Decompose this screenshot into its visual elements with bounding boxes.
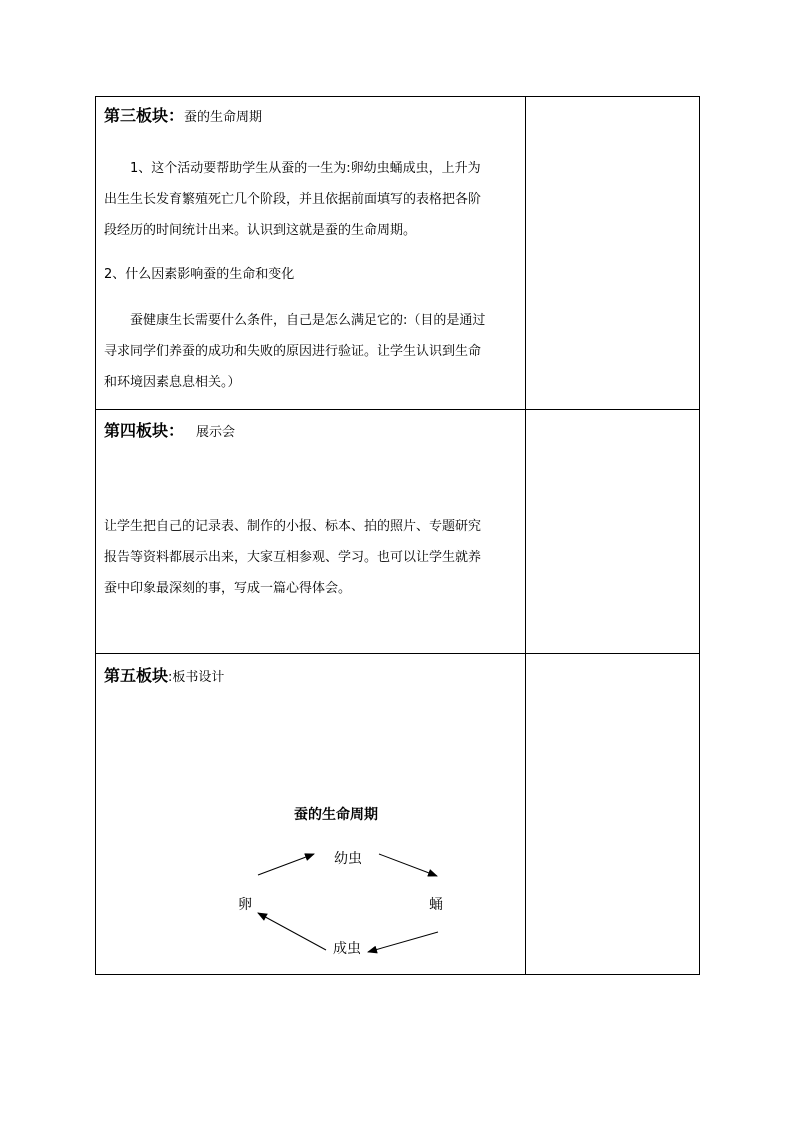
section-3-paragraph-3 (104, 305, 516, 398)
life-cycle-node-larva: 幼虫 (334, 851, 362, 867)
text-line: 1、这个活动要帮助学生从蚕的一生为:卵幼虫蛹成虫，上升为 (130, 161, 481, 176)
text-line: 2、什么因素影响蚕的生命和变化 (104, 267, 295, 282)
section-4-heading (104, 421, 235, 443)
text-line: 报告等资料都展示出来，大家互相参观、学习。也可以让学生就养 (104, 550, 482, 565)
life-cycle-node-adult: 成虫 (333, 941, 361, 957)
section-3-notes-cell (526, 97, 700, 410)
life-cycle-node-pupa: 蛹 (429, 897, 443, 913)
table-row (96, 654, 700, 975)
section-3-paragraph-1 (104, 153, 516, 246)
section-3-subtitle: 蚕的生命周期 (184, 110, 263, 125)
life-cycle-diagram-title: 蚕的生命周期 (294, 807, 378, 823)
text-line: 出生生长发育繁殖死亡几个阶段，并且依据前面填写的表格把各阶 (104, 192, 482, 207)
text-line: 让学生把自己的记录表、制作的小报、标本、拍的照片、专题研究 (104, 519, 482, 534)
table-row (96, 410, 700, 654)
section-3-heading (104, 106, 262, 128)
section-4-cell (96, 410, 526, 654)
section-4-notes-cell (526, 410, 700, 654)
life-cycle-arrows (96, 654, 525, 974)
section-4-title: 第四板块： (104, 421, 185, 440)
arrow-adult-to-egg (258, 913, 326, 950)
section-3-paragraph-2 (104, 259, 516, 290)
text-line: 段经历的时间统计出来。认识到这就是蚕的生命周期。 (104, 223, 417, 238)
arrow-larva-to-pupa (379, 854, 437, 876)
lesson-plan-table (95, 96, 700, 975)
text-line: 蚕中印象最深刻的事，写成一篇心得体会。 (104, 581, 352, 596)
section-5-cell (96, 654, 526, 975)
section-5-subtitle: :板书设计 (168, 670, 225, 685)
arrow-pupa-to-adult (368, 932, 438, 952)
section-5-notes-cell (526, 654, 700, 975)
section-3-cell (96, 97, 526, 410)
text-line: 和环境因素息息相关。） (104, 375, 241, 390)
text-line: 蚕健康生长需要什么条件，自己是怎么满足它的:（目的是通过 (130, 313, 486, 328)
section-3-title: 第三板块： (104, 106, 185, 125)
section-4-subtitle: 展示会 (196, 425, 236, 440)
life-cycle-node-egg: 卵 (238, 897, 252, 913)
section-4-paragraph-1 (104, 511, 516, 604)
arrow-egg-to-larva (258, 854, 314, 875)
text-line: 寻求同学们养蚕的成功和失败的原因进行验证。让学生认识到生命 (104, 344, 482, 359)
table-row (96, 97, 700, 410)
section-5-title: 第五板块 (104, 666, 169, 685)
